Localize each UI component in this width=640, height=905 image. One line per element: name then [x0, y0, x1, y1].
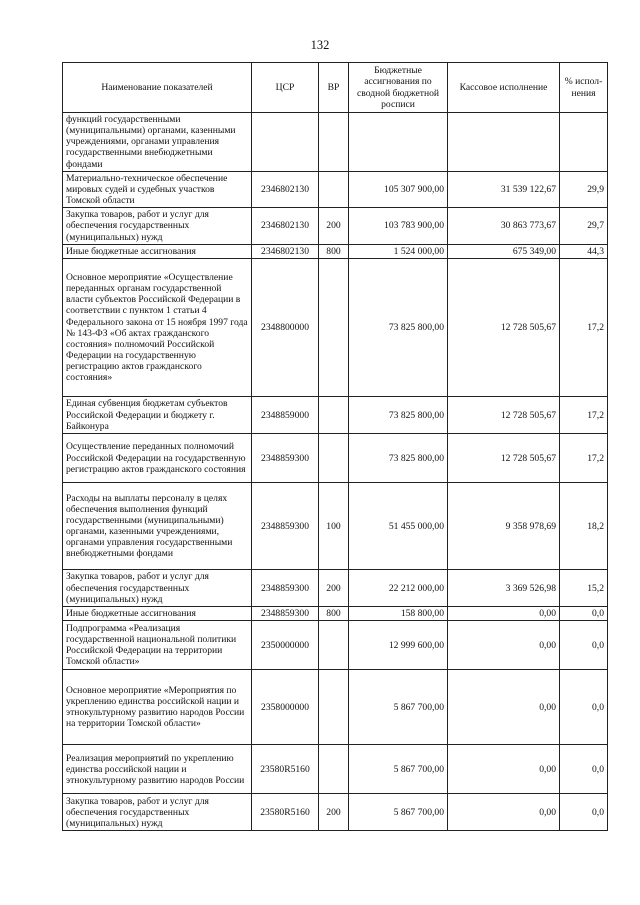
- header-percent: % испол-нения: [560, 63, 608, 113]
- row-allocation: 22 212 000,00: [349, 570, 448, 607]
- row-cash: 3 369 526,98: [448, 570, 560, 607]
- table-row: [63, 259, 608, 397]
- row-csr: 2346802130: [252, 208, 319, 245]
- row-vr: [319, 670, 349, 745]
- row-csr: 2348859300: [252, 607, 319, 621]
- row-percent: 17,2: [560, 259, 608, 397]
- row-cash: 0,00: [448, 607, 560, 621]
- row-vr: 200: [319, 208, 349, 245]
- row-name: Иные бюджетные ассигнования: [63, 245, 252, 259]
- row-allocation: 5 867 700,00: [349, 794, 448, 831]
- row-csr: 2346802130: [252, 245, 319, 259]
- row-allocation: 5 867 700,00: [349, 745, 448, 794]
- row-csr: 2346802130: [252, 171, 319, 207]
- row-name: Материально-техническое обеспечение мировых судей и судебных участков Томской области: [63, 171, 252, 207]
- row-allocation: [349, 113, 448, 172]
- row-percent: 0,0: [560, 607, 608, 621]
- row-csr: 2358000000: [252, 670, 319, 745]
- table-row: [63, 670, 608, 745]
- row-vr: [319, 621, 349, 670]
- row-name: Реализация мероприятий по укреплению единства российской нации и этнокультурному развитию народов России: [63, 745, 252, 794]
- budget-execution-table: [62, 62, 608, 831]
- row-cash: 12 728 505,67: [448, 434, 560, 483]
- row-percent: 29,7: [560, 208, 608, 245]
- table-row: [63, 434, 608, 483]
- row-name: Закупка товаров, работ и услуг для обеспечения государственных (муниципальных) нужд: [63, 794, 252, 831]
- table-row: [63, 794, 608, 831]
- page-number: 132: [310, 38, 330, 52]
- row-cash: 0,00: [448, 794, 560, 831]
- header-csr: ЦСР: [252, 63, 319, 113]
- row-cash: 9 358 978,69: [448, 483, 560, 570]
- table-row: [63, 745, 608, 794]
- row-vr: [319, 397, 349, 434]
- row-percent: 0,0: [560, 670, 608, 745]
- row-allocation: 73 825 800,00: [349, 434, 448, 483]
- table-row: [63, 621, 608, 670]
- row-cash: 0,00: [448, 621, 560, 670]
- row-vr: 200: [319, 794, 349, 831]
- row-name: Закупка товаров, работ и услуг для обеспечения государственных (муниципальных) нужд: [63, 208, 252, 245]
- row-csr: 2350000000: [252, 621, 319, 670]
- row-allocation: 12 999 600,00: [349, 621, 448, 670]
- table-row: [63, 397, 608, 434]
- table-row: [63, 208, 608, 245]
- table-row: [63, 570, 608, 607]
- row-percent: 17,2: [560, 397, 608, 434]
- row-name: функций государственными (муниципальными) органами, казенными учреждениями, органами управления государственными внебюджетными фондами: [63, 113, 252, 172]
- row-percent: 29,9: [560, 171, 608, 207]
- row-vr: 100: [319, 483, 349, 570]
- row-name: Расходы на выплаты персоналу в целях обеспечения выполнения функций государственными (муниципальными) органами, казенными учреждениями, органами управления государственными внебюджетными фондами: [63, 483, 252, 570]
- row-percent: 0,0: [560, 621, 608, 670]
- row-name: Основное мероприятие «Мероприятия по укреплению единства российской нации и этнокультурному развитию народов России на территории Томской области»: [63, 670, 252, 745]
- row-percent: 44,3: [560, 245, 608, 259]
- row-cash: 12 728 505,67: [448, 397, 560, 434]
- table-row: [63, 483, 608, 570]
- row-csr: 2348800000: [252, 259, 319, 397]
- row-percent: [560, 113, 608, 172]
- row-name: Осуществление переданных полномочий Российской Федерации на государственную регистрацию актов гражданского состояния: [63, 434, 252, 483]
- row-csr: 2348859300: [252, 483, 319, 570]
- row-vr: 800: [319, 245, 349, 259]
- row-name: Основное мероприятие «Осуществление переданных органам государственной власти субъектов Российской Федерации в соответствии с пунктом 1 статьи 4 Федерального закона от 15 ноября 1997 года № 143-ФЗ «Об актах гражданского состояния» полномочий Российской Федерации на государственную регистрацию актов гражданского состояния»: [63, 259, 252, 397]
- row-percent: 0,0: [560, 794, 608, 831]
- row-percent: 17,2: [560, 434, 608, 483]
- header-cash-execution: Кассовое исполнение: [448, 63, 560, 113]
- row-cash: 31 539 122,67: [448, 171, 560, 207]
- row-percent: 15,2: [560, 570, 608, 607]
- row-allocation: 73 825 800,00: [349, 397, 448, 434]
- row-vr: [319, 259, 349, 397]
- row-csr: [252, 113, 319, 172]
- row-percent: 0,0: [560, 745, 608, 794]
- row-allocation: 5 867 700,00: [349, 670, 448, 745]
- row-csr: 2348859300: [252, 434, 319, 483]
- row-name: Подпрограмма «Реализация государственной национальной политики Российской Федерации на территории Томской области»: [63, 621, 252, 670]
- table-header-row: [63, 63, 608, 113]
- header-vr: ВР: [319, 63, 349, 113]
- row-allocation: 1 524 000,00: [349, 245, 448, 259]
- row-csr: 2348859300: [252, 570, 319, 607]
- table-row: [63, 113, 608, 172]
- row-vr: [319, 171, 349, 207]
- row-allocation: 103 783 900,00: [349, 208, 448, 245]
- row-vr: [319, 434, 349, 483]
- row-cash: 0,00: [448, 670, 560, 745]
- row-allocation: 73 825 800,00: [349, 259, 448, 397]
- row-cash: 0,00: [448, 745, 560, 794]
- row-cash: 12 728 505,67: [448, 259, 560, 397]
- row-allocation: 158 800,00: [349, 607, 448, 621]
- row-csr: 23580R5160: [252, 745, 319, 794]
- row-vr: [319, 113, 349, 172]
- row-name: Закупка товаров, работ и услуг для обеспечения государственных (муниципальных) нужд: [63, 570, 252, 607]
- table-row: [63, 171, 608, 207]
- row-vr: 200: [319, 570, 349, 607]
- row-cash: 30 863 773,67: [448, 208, 560, 245]
- header-allocation: Бюджетные ассигнования по сводной бюджетной росписи: [349, 63, 448, 113]
- table-row: [63, 607, 608, 621]
- row-cash: [448, 113, 560, 172]
- table-row: [63, 245, 608, 259]
- row-vr: [319, 745, 349, 794]
- row-name: Иные бюджетные ассигнования: [63, 607, 252, 621]
- header-name: Наименование показателей: [63, 63, 252, 113]
- row-allocation: 105 307 900,00: [349, 171, 448, 207]
- row-percent: 18,2: [560, 483, 608, 570]
- row-cash: 675 349,00: [448, 245, 560, 259]
- row-allocation: 51 455 000,00: [349, 483, 448, 570]
- row-csr: 23580R5160: [252, 794, 319, 831]
- row-name: Единая субвенция бюджетам субъектов Российской Федерации и бюджету г. Байконура: [63, 397, 252, 434]
- row-vr: 800: [319, 607, 349, 621]
- row-csr: 2348859000: [252, 397, 319, 434]
